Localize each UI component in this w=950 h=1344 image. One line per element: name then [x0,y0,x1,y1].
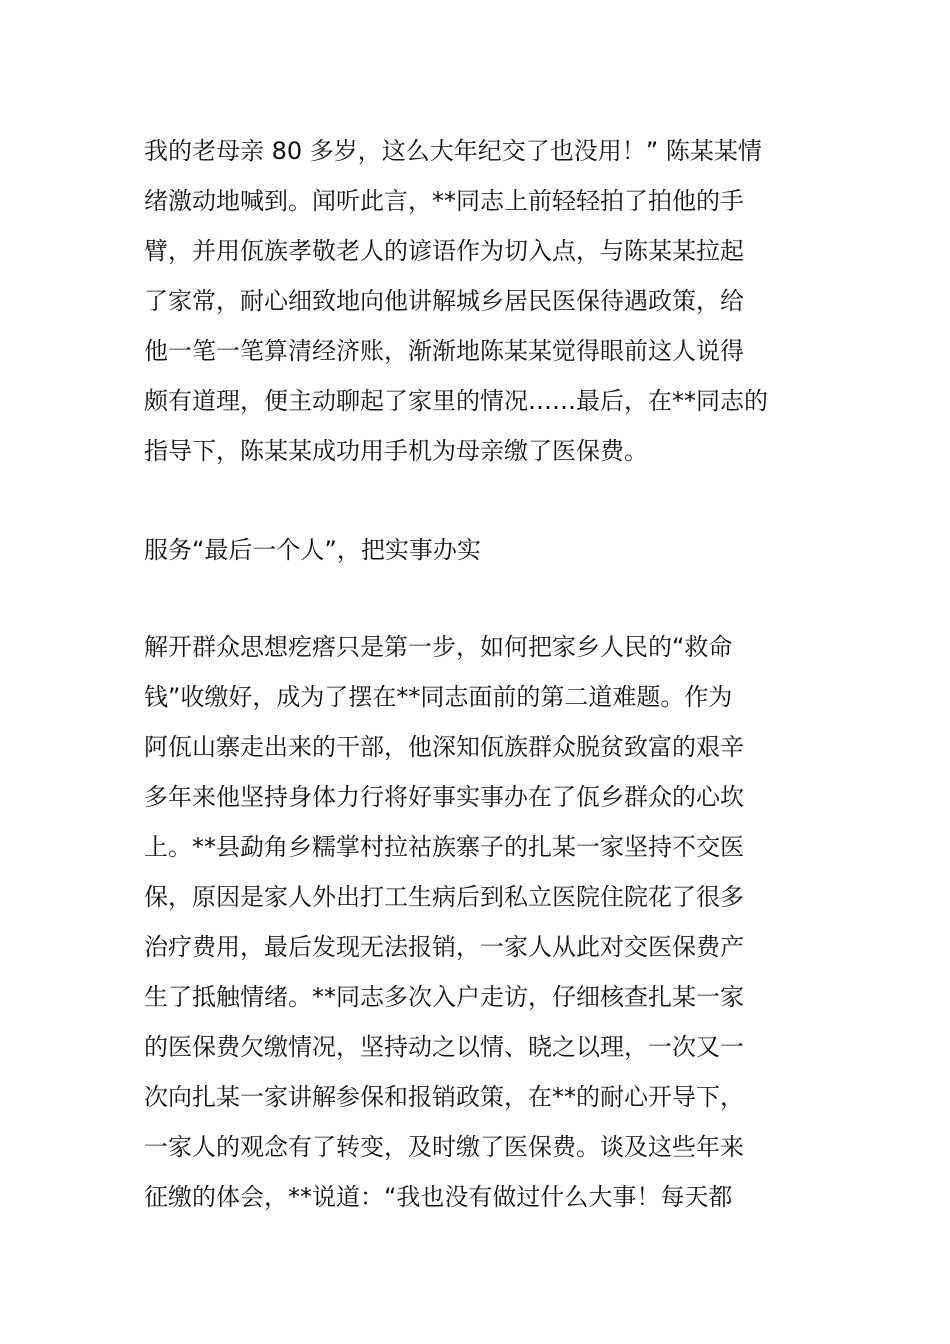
text-line: 保，原因是家人外出打工生病后到私立医院住院花了很多 [144,883,744,911]
paragraph-2 [144,622,809,1222]
text-line: 钱”收缴好，成为了摆在**同志面前的第二道难题。作为 [144,683,733,711]
text-line: 上。**县勐角乡糯掌村拉祜族寨子的扎某一家坚持不交医 [144,833,744,861]
text-line: 治疗费用，最后发现无法报销，一家人从此对交医保费产 [144,933,744,961]
text-line: 多年来他坚持身体力行将好事实事办在了佤乡群众的心坎 [144,783,744,811]
text-line: 解开群众思想疙瘩只是第一步，如何把家乡人民的“救命 [144,633,733,661]
text-line: 绪激动地喊到。闻听此言，**同志上前轻轻拍了拍他的手 [144,187,744,215]
text-line: 征缴的体会，**说道：“我也没有做过什么大事！每天都 [144,1183,733,1211]
text-line: 他一笔一笔算清经济账，渐渐地陈某某觉得眼前这人说得 [144,337,744,365]
text-line: 一家人的观念有了转变，及时缴了医保费。谈及这些年来 [144,1133,744,1161]
text-line: 臂，并用佤族孝敬老人的谚语作为切入点，与陈某某拉起 [144,237,744,265]
text-line: 我的老母亲 80 多岁，这么大年纪交了也没用！” 陈某某情 [144,137,762,165]
section-heading [144,525,809,575]
text-line: 了家常，耐心细致地向他讲解城乡居民医保待遇政策，给 [144,287,744,315]
text-line: 的医保费欠缴情况，坚持动之以情、晓之以理，一次又一 [144,1033,744,1061]
text-line: 颇有道理，便主动聊起了家里的情况……最后，在**同志的 [144,387,768,415]
text-line: 指导下，陈某某成功用手机为母亲缴了医保费。 [144,437,648,465]
text-line: 生了抵触情绪。**同志多次入户走访，仔细核查扎某一家 [144,983,744,1011]
text-line: 次向扎某一家讲解参保和报销政策，在**的耐心开导下， [144,1083,744,1111]
paragraph-1 [144,126,809,476]
text-line: 阿佤山寨走出来的干部，他深知佤族群众脱贫致富的艰辛 [144,733,744,761]
section-heading-text: 服务“最后一个人”，把实事办实 [144,536,481,564]
